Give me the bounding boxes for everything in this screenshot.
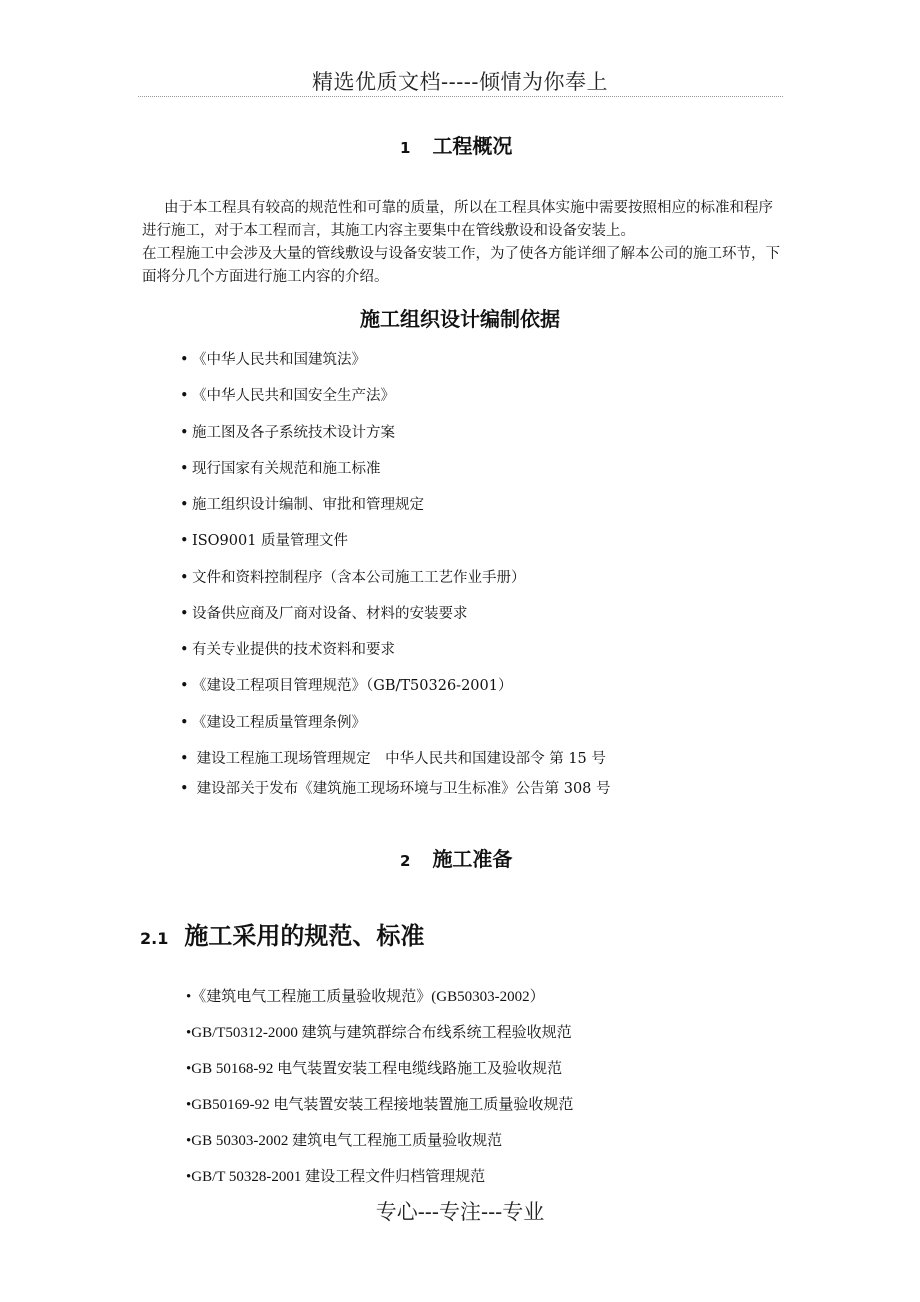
intro-paragraph-2: 在工程施工中会涉及大量的管线敷设与设备安装工作，为了使各方能详细了解本公司的施工环节，下面将分几个方面进行施工内容的介绍。 xyxy=(142,246,780,285)
section-1-heading xyxy=(400,130,512,159)
list-item: • 有关专业提供的技术资料和要求 xyxy=(180,642,395,658)
list-item: •GB50169-92 电气装置安装工程接地装置施工质量验收规范 xyxy=(186,1097,574,1113)
section-title: 工程概况 xyxy=(432,134,513,158)
list-item: •GB/T50312-2000 建筑与建筑群综合布线系统工程验收规范 xyxy=(186,1025,572,1041)
intro-paragraph-1: 由于本工程具有较高的规范性和可靠的质量，所以在工程具体实施中需要按照相应的标准和程序进行施工，对于本工程而言，其施工内容主要集中在管线敷设和设备安装上。 xyxy=(142,200,773,239)
list-item: • 建设工程施工现场管理规定 中华人民共和国建设部令 第 15 号 xyxy=(180,751,606,767)
section-2-1-heading xyxy=(140,916,424,951)
section-number: 2.1 xyxy=(140,929,169,948)
list-item: • 文件和资料控制程序（含本公司施工工艺作业手册） xyxy=(180,570,526,586)
list-item: • 《建设工程项目管理规范》（GB/T50326-2001） xyxy=(180,678,513,694)
page-header: 精选优质文档-----倾情为你奉上 xyxy=(312,70,608,94)
intro-text xyxy=(142,197,782,289)
section-number: 1 xyxy=(400,139,411,157)
list-item: •GB/T 50328-2001 建设工程文件归档管理规范 xyxy=(186,1169,486,1185)
list-item: • 设备供应商及厂商对设备、材料的安装要求 xyxy=(180,606,468,622)
section-number: 2 xyxy=(400,852,411,870)
section-title: 施工采用的规范、标准 xyxy=(184,922,425,950)
list-item: • 建设部关于发布《建筑施工现场环境与卫生标准》公告第 308 号 xyxy=(180,781,611,797)
section-2-heading xyxy=(400,843,512,872)
page-footer: 专心---专注---专业 xyxy=(375,1200,545,1224)
list-item: • 施工组织设计编制、审批和管理规定 xyxy=(180,497,424,513)
list-item: •GB 50303-2002 建筑电气工程施工质量验收规范 xyxy=(186,1133,503,1149)
list-item: • 《中华人民共和国建筑法》 xyxy=(180,352,366,368)
list-item: • 现行国家有关规范和施工标准 xyxy=(180,461,381,477)
section-title: 施工准备 xyxy=(432,847,513,871)
list-item: • ISO9001 质量管理文件 xyxy=(180,533,349,549)
list-item: • 施工图及各子系统技术设计方案 xyxy=(180,425,395,441)
list-item: •《建筑电气工程施工质量验收规范》(GB50303-2002） xyxy=(186,989,545,1005)
header-divider xyxy=(138,96,783,97)
basis-heading: 施工组织设计编制依据 xyxy=(360,307,560,331)
list-item: • 《建设工程质量管理条例》 xyxy=(180,715,366,731)
list-item: • 《中华人民共和国安全生产法》 xyxy=(180,388,395,404)
list-item: •GB 50168-92 电气装置安装工程电缆线路施工及验收规范 xyxy=(186,1061,563,1077)
